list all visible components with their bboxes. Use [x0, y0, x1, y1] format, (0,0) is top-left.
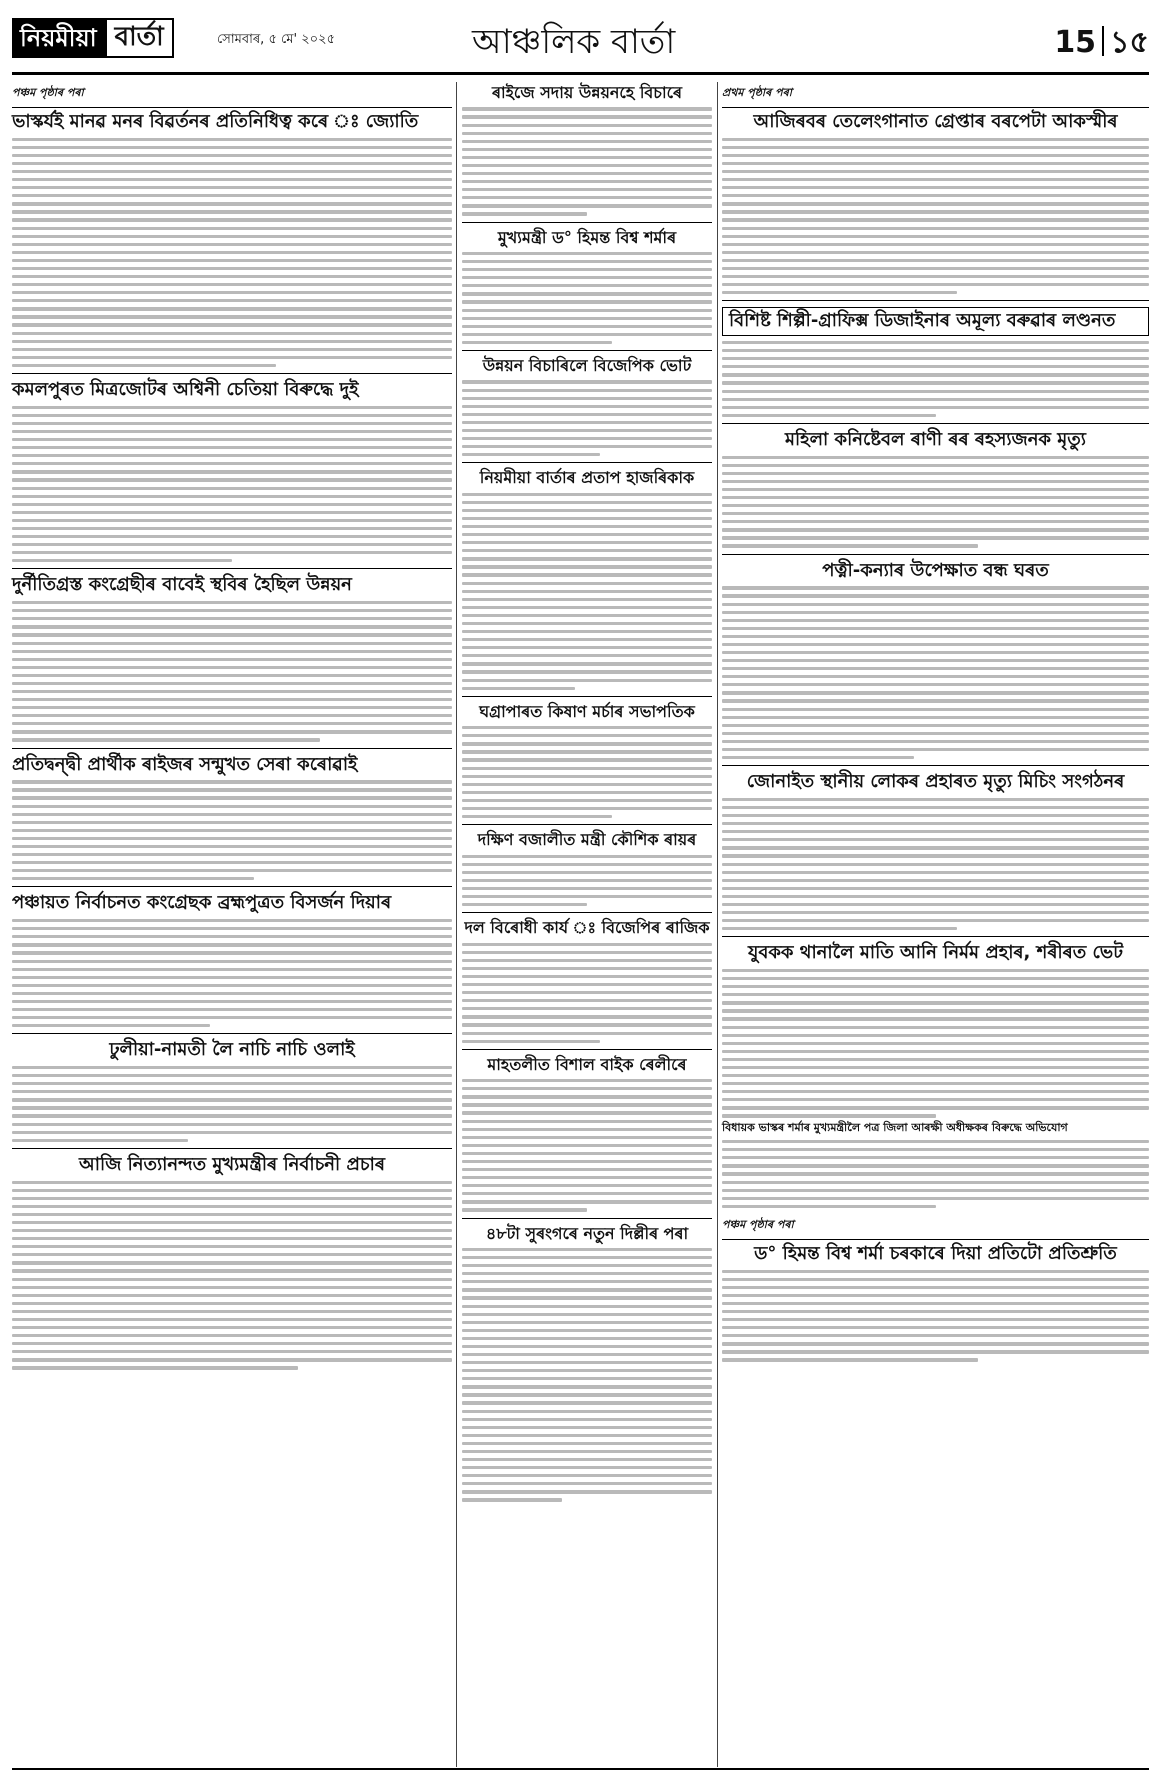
article-body — [462, 107, 712, 215]
article — [462, 469, 712, 689]
continued-label: পঞ্চম পৃষ্ঠাৰ পৰা — [722, 1214, 1149, 1240]
article-subheadline: বিধায়ক ভাস্কৰ শৰ্মাৰ মুখ্যমন্ত্ৰীলৈ পত্ৰ জিলা আৰক্ষী অধীক্ষকৰ বিৰুদ্ধে অভিযোগ — [722, 1121, 1068, 1135]
article-headline: কমলপুৰত মিত্ৰজোটৰ অশ্বিনী চেতিয়া বিৰুদ্ধে দুই — [12, 379, 359, 401]
article-body — [462, 943, 712, 1043]
article — [462, 84, 712, 216]
continued-label: প্ৰথম পৃষ্ঠাৰ পৰা — [722, 82, 1149, 108]
article-body — [722, 1140, 1149, 1208]
article — [722, 1244, 1149, 1362]
article-headline: যুবকক থানালৈ মাতি আনি নিৰ্মম প্ৰহাৰ, শৰীৰত ভেট — [747, 942, 1124, 964]
page-number-as: ১৫ — [1110, 25, 1149, 60]
article-body — [12, 138, 452, 367]
article-body — [722, 586, 1149, 759]
article-body — [12, 1181, 452, 1370]
article-body — [12, 601, 452, 742]
article — [12, 380, 452, 562]
article-headline: জোনাইত স্থানীয় লোকৰ প্ৰহাৰত মৃত্যু মিচিং সংগঠনৰ — [746, 771, 1125, 793]
article-body — [12, 780, 452, 880]
article-body — [722, 969, 1149, 1118]
column-left — [12, 82, 452, 1376]
article-headline: আজি নিত্যানন্দত মুখ্যমন্ত্ৰীৰ নিৰ্বাচনী প্ৰচাৰ — [79, 1153, 385, 1175]
column-divider — [717, 82, 718, 1767]
article-headline: আজিৰবৰ তেলেংগানাত গ্ৰেপ্তাৰ বৰপেটা আকস্মীৰ — [753, 111, 1118, 132]
dateline: সোমবাৰ, ৫ মে' ২০২৫ — [217, 32, 336, 47]
article-headline: ঘগ্ৰাপাৰত কিষাণ মৰ্চাৰ সভাপতিক — [479, 701, 695, 721]
logo-left-text: নিয়মীয়া — [12, 18, 105, 58]
article-body — [722, 456, 1149, 548]
column-divider — [456, 82, 457, 1767]
article — [12, 1155, 452, 1370]
article-headline: ড° হিমন্ত বিশ্ব শৰ্মা চৰকাৰে দিয়া প্ৰতিটো প্ৰতিশ্ৰুতি — [754, 1242, 1117, 1264]
article-headline: পঞ্চায়ত নিৰ্বাচনত কংগ্ৰেছক ব্ৰহ্মপুত্ৰত বিসৰ্জন দিয়াৰ — [12, 892, 392, 914]
article — [722, 943, 1149, 1208]
newspaper-logo — [12, 18, 174, 58]
masthead-rule — [12, 72, 1149, 75]
article-body — [12, 1066, 452, 1142]
article — [722, 430, 1149, 548]
article-headline: ৪৮টা সুৰংগৰে নতুন দিল্লীৰ পৰা — [485, 1223, 689, 1243]
article — [722, 307, 1149, 417]
article-body — [12, 406, 452, 563]
article — [462, 831, 712, 906]
article-headline: দল বিৰোধী কাৰ্য ঃ বিজেপিৰ ৰাজিক — [464, 918, 710, 938]
article-body — [462, 1248, 712, 1502]
article-body — [462, 380, 712, 456]
article-headline: উন্নয়ন বিচাৰিলে বিজেপিক ভোট — [482, 356, 692, 376]
article-headline: ঢুলীয়া-নামতী লৈ নাচি নাচি ওলাই — [109, 1039, 355, 1061]
article — [722, 561, 1149, 760]
article — [12, 755, 452, 881]
page-number — [1054, 18, 1149, 69]
article-headline: দুৰ্নীতিগ্ৰস্ত কংগ্ৰেছীৰ বাবেই স্থবিৰ হৈছিল উন্নয়ন — [12, 574, 352, 596]
footer-rule — [12, 1768, 1149, 1770]
article — [462, 1225, 712, 1502]
article-body — [462, 726, 712, 818]
article — [12, 112, 452, 367]
article — [12, 575, 452, 741]
page-number-divider — [1102, 26, 1104, 56]
article-headline: ৰাইজে সদায় উন্নয়নহে বিচাৰে — [491, 83, 683, 102]
article — [462, 1056, 712, 1212]
article — [462, 229, 712, 344]
article-body — [462, 493, 712, 690]
logo-right-text: বাৰ্তা — [105, 18, 174, 58]
masthead — [12, 14, 1149, 72]
article-body — [462, 252, 712, 344]
article-body — [722, 341, 1149, 417]
article-headline: প্ৰতিদ্বন্দ্বী প্ৰাৰ্থীক ৰাইজৰ সন্মুখত সেৰা কৰোৱাই — [12, 753, 358, 775]
article — [462, 919, 712, 1043]
article-body — [462, 855, 712, 907]
article-headline: মুখ্যমন্ত্ৰী ড° হিমন্ত বিশ্ব শৰ্মাৰ — [497, 227, 677, 247]
article — [722, 112, 1149, 294]
article-headline: পত্নী-কন্যাৰ উপেক্ষাত বন্ধ ঘৰত — [822, 559, 1049, 581]
section-title: আঞ্চলিক বাৰ্তা — [472, 22, 676, 62]
article-body — [722, 798, 1149, 930]
article-headline: মহিলা কনিষ্টেবল ৰাণী ৰৰ ৰহস্যজনক মৃত্যু — [784, 428, 1087, 450]
article-headline: বিশিষ্ট শিল্পী-গ্ৰাফিক্স ডিজাইনাৰ অমূল্য বৰুৱাৰ লণ্ডনত — [722, 307, 1149, 336]
page-number-en: 15 — [1054, 25, 1097, 60]
article-headline: মাহতলীত বিশাল বাইক ৰেলীৰে — [487, 1054, 687, 1074]
article-headline: ভাস্কৰ্যই মানৱ মনৰ বিৱৰ্তনৰ প্ৰতিনিধিত্ব কৰে ঃ জ্যোতি — [12, 111, 419, 132]
article — [462, 357, 712, 456]
article — [722, 772, 1149, 930]
article-headline: নিয়মীয়া বাৰ্তাৰ প্ৰতাপ হাজৰিকাক — [479, 468, 695, 488]
article-body — [722, 138, 1149, 295]
article-body — [12, 919, 452, 1027]
continued-label: পঞ্চম পৃষ্ঠাৰ পৰা — [12, 82, 452, 108]
article — [12, 1040, 452, 1142]
article — [462, 703, 712, 818]
article-body — [462, 1079, 712, 1211]
column-right — [722, 82, 1149, 1368]
article-body — [722, 1270, 1149, 1362]
column-middle — [462, 82, 712, 1508]
article — [12, 893, 452, 1027]
article-headline: দক্ষিণ বজালীত মন্ত্ৰী কৌশিক ৰায়ৰ — [477, 830, 697, 850]
